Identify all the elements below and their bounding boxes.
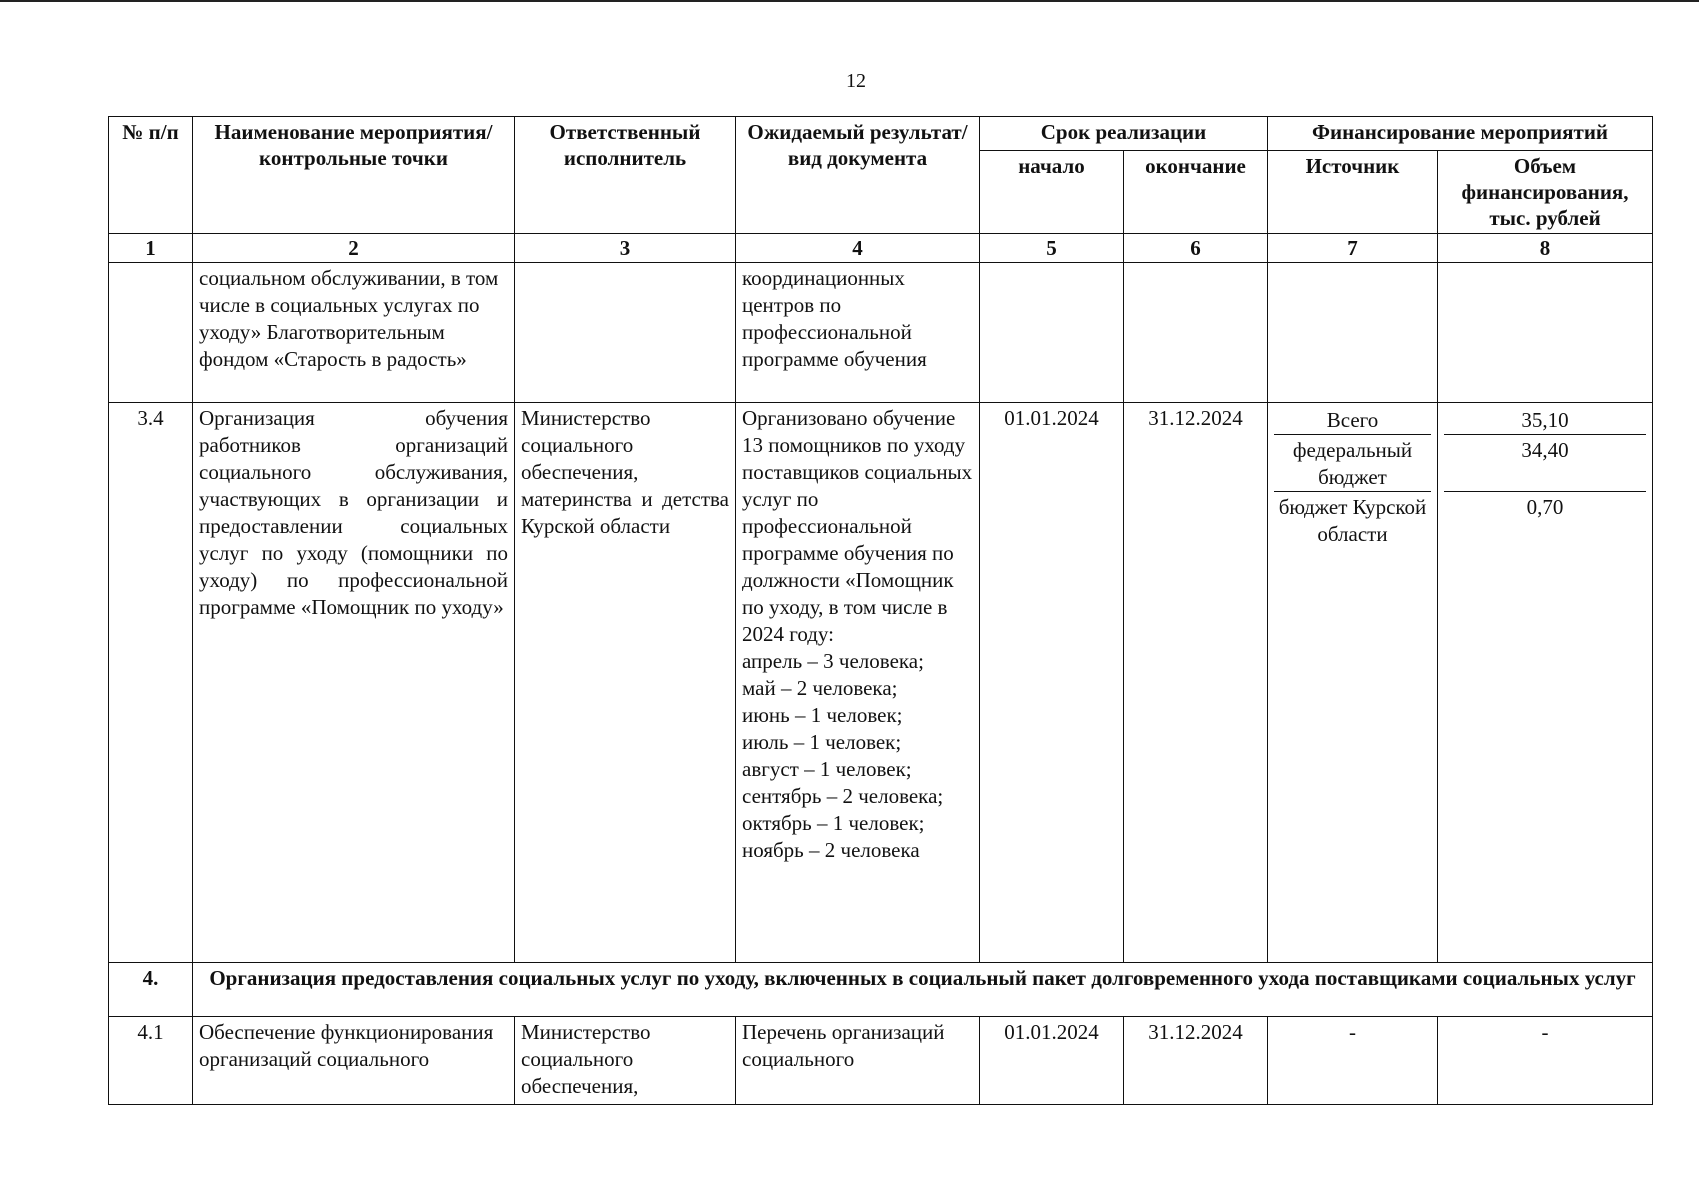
header-row-1 xyxy=(109,117,1653,151)
row-result xyxy=(736,403,980,963)
plan-table xyxy=(108,116,1653,1105)
header-start: начало xyxy=(980,151,1124,234)
column-number: 7 xyxy=(1268,234,1438,263)
row-source-cell xyxy=(1268,403,1438,963)
financing-source: бюджет Курской области xyxy=(1278,495,1427,546)
section-row-4 xyxy=(109,963,1653,1017)
row-num xyxy=(109,263,193,403)
header-term: Срок реализации xyxy=(980,117,1268,151)
result-line: июнь – 1 человек; xyxy=(742,703,903,727)
result-line: ноябрь – 2 человека xyxy=(742,838,920,862)
column-number: 2 xyxy=(193,234,515,263)
result-line: Организовано обучение 13 помощников по уходу поставщиков социальных услуг по профессиональной программе обучения по должности «Помощник по уходу, в том числе в 2024 году: xyxy=(742,406,973,646)
financing-volume: 0,70 xyxy=(1526,495,1564,519)
header-num: № п/п xyxy=(109,117,193,234)
column-number: 8 xyxy=(1438,234,1653,263)
row-source: - xyxy=(1268,1017,1438,1105)
result-line: апрель – 3 человека; xyxy=(742,649,924,673)
row-end: 31.12.2024 xyxy=(1124,1017,1268,1105)
row-executor xyxy=(515,263,736,403)
row-source xyxy=(1268,263,1438,403)
row-result: координационных центров по профессиональной программе обучения xyxy=(736,263,980,403)
table-row-4-1 xyxy=(109,1017,1653,1105)
column-number: 1 xyxy=(109,234,193,263)
column-number: 3 xyxy=(515,234,736,263)
financing-source: федеральный бюджет xyxy=(1274,435,1431,492)
row-end: 31.12.2024 xyxy=(1124,403,1268,963)
header-name: Наименование мероприятия/контрольные точки xyxy=(193,117,515,234)
result-line: май – 2 человека; xyxy=(742,676,898,700)
row-volume: - xyxy=(1438,1017,1653,1105)
result-line: август – 1 человек; xyxy=(742,757,912,781)
row-start: 01.01.2024 xyxy=(980,403,1124,963)
financing-volume: 34,40 xyxy=(1444,435,1646,492)
header-executor: Ответственный исполнитель xyxy=(515,117,736,234)
column-number-row xyxy=(109,234,1653,263)
table-row-3-4 xyxy=(109,403,1653,963)
row-start: 01.01.2024 xyxy=(980,1017,1124,1105)
column-number: 4 xyxy=(736,234,980,263)
header-volume: Объем финансирования, тыс. рублей xyxy=(1438,151,1653,234)
header-end: окончание xyxy=(1124,151,1268,234)
result-line: сентябрь – 2 человека; xyxy=(742,784,944,808)
section-title: Организация предоставления социальных услуг по уходу, включенных в социальный пакет долговременного ухода поставщиками социальных услуг xyxy=(193,963,1653,1017)
row-name: социальном обслуживании, в том числе в социальных услугах по уходу» Благотворительным фондом «Старость в радость» xyxy=(193,263,515,403)
row-executor: Министерство социального обеспечения, xyxy=(515,1017,736,1105)
row-end xyxy=(1124,263,1268,403)
financing-source: Всего xyxy=(1274,405,1431,435)
header-financing: Финансирование мероприятий xyxy=(1268,117,1653,151)
table-row-continued xyxy=(109,263,1653,403)
result-line: июль – 1 человек; xyxy=(742,730,902,754)
row-volume xyxy=(1438,263,1653,403)
row-name: Организация обучения работников организаций социального обслуживания, участвующих в организации и предоставлении социальных услуг по уходу (помощники по уходу) по профессиональной программе «Помощник по уходу» xyxy=(193,403,515,963)
result-line: октябрь – 1 человек; xyxy=(742,811,925,835)
row-num: 3.4 xyxy=(109,403,193,963)
financing-volume: 35,10 xyxy=(1444,405,1646,435)
row-volume-cell xyxy=(1438,403,1653,963)
column-number: 5 xyxy=(980,234,1124,263)
row-result: Перечень организаций социального xyxy=(736,1017,980,1105)
column-number: 6 xyxy=(1124,234,1268,263)
header-result: Ожидаемый результат/вид документа xyxy=(736,117,980,234)
page-number: 12 xyxy=(846,70,866,92)
scan-top-edge xyxy=(0,0,1699,2)
row-name: Обеспечение функционирования организаций социального xyxy=(193,1017,515,1105)
row-executor: Министерство социального обеспечения, материнства и детства Курской области xyxy=(515,403,736,963)
section-num: 4. xyxy=(109,963,193,1017)
header-source: Источник xyxy=(1268,151,1438,234)
row-start xyxy=(980,263,1124,403)
row-num: 4.1 xyxy=(109,1017,193,1105)
